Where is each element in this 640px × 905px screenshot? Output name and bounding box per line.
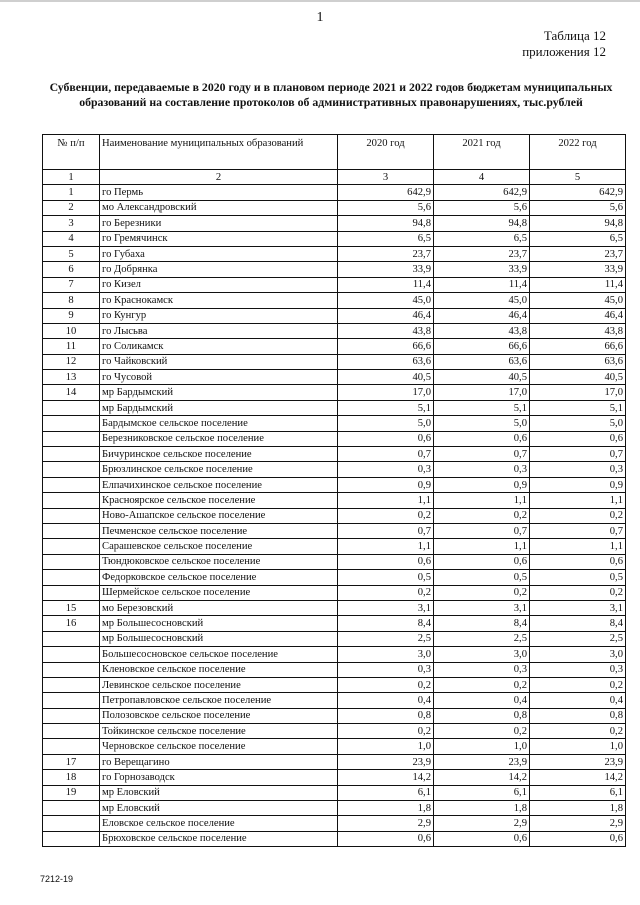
value-2022-cell: 94,8 [530,216,626,231]
municipality-name-cell: Петропавловское сельское поселение [100,693,338,708]
value-2020-cell: 40,5 [338,370,434,385]
municipality-name-cell: Шермейское сельское поселение [100,585,338,600]
table-row [43,185,626,200]
municipality-name-cell: Брюховское сельское поселение [100,831,338,846]
value-2020-cell: 46,4 [338,308,434,323]
table-row [43,739,626,754]
value-2020-cell: 0,2 [338,724,434,739]
row-number-cell [43,801,100,816]
table-row [43,323,626,338]
table-row [43,647,626,662]
row-number-cell [43,677,100,692]
value-2022-cell: 0,3 [530,662,626,677]
municipality-name-cell: Еловское сельское поселение [100,816,338,831]
table-header-row [43,135,626,170]
row-number-cell: 17 [43,754,100,769]
row-number-cell: 12 [43,354,100,369]
value-2021-cell: 1,1 [434,539,530,554]
municipality-name-cell: го Соликамск [100,339,338,354]
value-2022-cell: 6,1 [530,785,626,800]
document-title: Субвенции, передаваемые в 2020 году и в плановом периоде 2021 и 2022 годов бюджетам муниципальных образований на составление протоколов об административных правонарушениях, тыс.рублей [49,80,613,109]
header-num: № п/п [43,135,100,170]
value-2020-cell: 1,8 [338,801,434,816]
value-2022-cell: 14,2 [530,770,626,785]
municipality-name-cell: Березниковское сельское поселение [100,431,338,446]
value-2021-cell: 5,1 [434,400,530,415]
value-2020-cell: 0,3 [338,662,434,677]
value-2020-cell: 66,6 [338,339,434,354]
value-2021-cell: 14,2 [434,770,530,785]
table-row [43,693,626,708]
value-2022-cell: 0,6 [530,831,626,846]
value-2020-cell: 1,0 [338,739,434,754]
value-2021-cell: 0,2 [434,585,530,600]
page-number: 1 [316,10,324,25]
value-2020-cell: 0,3 [338,462,434,477]
value-2020-cell: 23,9 [338,754,434,769]
value-2020-cell: 45,0 [338,293,434,308]
value-2021-cell: 11,4 [434,277,530,292]
table-row [43,770,626,785]
value-2020-cell: 0,6 [338,831,434,846]
value-2020-cell: 0,9 [338,477,434,492]
value-2021-cell: 43,8 [434,323,530,338]
header-name: Наименование муниципальных образований [100,135,338,170]
value-2021-cell: 0,6 [434,431,530,446]
table-row [43,801,626,816]
municipality-name-cell: Полозовское сельское поселение [100,708,338,723]
row-number-cell [43,831,100,846]
value-2022-cell: 5,1 [530,400,626,415]
row-number-cell [43,554,100,569]
row-number-cell: 5 [43,246,100,261]
value-2021-cell: 40,5 [434,370,530,385]
index-cell: 5 [530,170,626,185]
value-2022-cell: 3,0 [530,647,626,662]
value-2020-cell: 0,8 [338,708,434,723]
value-2022-cell: 0,7 [530,447,626,462]
table-row [43,246,626,261]
value-2021-cell: 94,8 [434,216,530,231]
value-2021-cell: 5,6 [434,200,530,215]
row-number-cell: 3 [43,216,100,231]
value-2022-cell: 5,6 [530,200,626,215]
municipality-name-cell: Черновское сельское поселение [100,739,338,754]
value-2022-cell: 45,0 [530,293,626,308]
table-row [43,216,626,231]
municipality-name-cell: го Лысьва [100,323,338,338]
municipality-name-cell: Тойкинское сельское поселение [100,724,338,739]
value-2021-cell: 0,4 [434,693,530,708]
municipality-name-cell: Бардымское сельское поселение [100,416,338,431]
value-2020-cell: 33,9 [338,262,434,277]
value-2022-cell: 23,9 [530,754,626,769]
value-2021-cell: 0,7 [434,447,530,462]
value-2021-cell: 17,0 [434,385,530,400]
table-row [43,370,626,385]
municipality-name-cell: Большесосновское сельское поселение [100,647,338,662]
value-2022-cell: 33,9 [530,262,626,277]
value-2022-cell: 0,7 [530,523,626,538]
value-2021-cell: 63,6 [434,354,530,369]
value-2020-cell: 0,4 [338,693,434,708]
scan-top-edge [0,0,640,2]
value-2020-cell: 5,1 [338,400,434,415]
value-2021-cell: 6,1 [434,785,530,800]
value-2020-cell: 43,8 [338,323,434,338]
table-row [43,585,626,600]
value-2021-cell: 0,5 [434,570,530,585]
row-number-cell [43,447,100,462]
municipality-name-cell: Печменское сельское поселение [100,523,338,538]
row-number-cell [43,539,100,554]
value-2022-cell: 43,8 [530,323,626,338]
municipality-name-cell: мо Березовский [100,600,338,615]
municipality-name-cell: мр Бардымский [100,400,338,415]
row-number-cell [43,477,100,492]
table-row [43,523,626,538]
municipality-name-cell: Кленовское сельское поселение [100,662,338,677]
table-row [43,477,626,492]
municipality-name-cell: Федорковское сельское поселение [100,570,338,585]
value-2021-cell: 2,9 [434,816,530,831]
value-2020-cell: 1,1 [338,493,434,508]
value-2022-cell: 8,4 [530,616,626,631]
table-row [43,400,626,415]
table-row [43,631,626,646]
value-2022-cell: 1,0 [530,739,626,754]
municipality-name-cell: Ново-Ашапское сельское поселение [100,508,338,523]
value-2020-cell: 6,5 [338,231,434,246]
value-2022-cell: 6,5 [530,231,626,246]
value-2022-cell: 1,1 [530,493,626,508]
value-2020-cell: 3,0 [338,647,434,662]
table-row [43,200,626,215]
value-2021-cell: 66,6 [434,339,530,354]
municipality-name-cell: Елпачихинское сельское поселение [100,477,338,492]
value-2020-cell: 5,6 [338,200,434,215]
value-2022-cell: 0,3 [530,462,626,477]
value-2022-cell: 0,8 [530,708,626,723]
municipality-name-cell: мр Еловский [100,801,338,816]
value-2021-cell: 3,0 [434,647,530,662]
value-2020-cell: 0,6 [338,554,434,569]
value-2021-cell: 2,5 [434,631,530,646]
table-row [43,662,626,677]
municipality-name-cell: го Чайковский [100,354,338,369]
value-2022-cell: 0,6 [530,431,626,446]
value-2020-cell: 0,2 [338,585,434,600]
value-2020-cell: 3,1 [338,600,434,615]
value-2021-cell: 46,4 [434,308,530,323]
value-2020-cell: 0,6 [338,431,434,446]
municipality-name-cell: Красноярское сельское поселение [100,493,338,508]
value-2022-cell: 0,4 [530,693,626,708]
value-2021-cell: 0,3 [434,662,530,677]
table-caption [522,28,606,59]
subsidies-table [42,134,626,847]
value-2021-cell: 0,6 [434,554,530,569]
municipality-name-cell: мо Александровский [100,200,338,215]
value-2022-cell: 1,8 [530,801,626,816]
value-2021-cell: 0,2 [434,508,530,523]
table-row [43,677,626,692]
row-number-cell: 15 [43,600,100,615]
row-number-cell [43,570,100,585]
value-2021-cell: 0,7 [434,523,530,538]
row-number-cell [43,508,100,523]
row-number-cell: 6 [43,262,100,277]
value-2020-cell: 14,2 [338,770,434,785]
value-2022-cell: 2,5 [530,631,626,646]
municipality-name-cell: го Краснокамск [100,293,338,308]
value-2021-cell: 0,2 [434,724,530,739]
value-2020-cell: 11,4 [338,277,434,292]
row-number-cell [43,647,100,662]
value-2022-cell: 23,7 [530,246,626,261]
municipality-name-cell: мр Большесосновский [100,631,338,646]
value-2021-cell: 1,8 [434,801,530,816]
row-number-cell: 14 [43,385,100,400]
municipality-name-cell: Левинское сельское поселение [100,677,338,692]
value-2022-cell: 0,2 [530,508,626,523]
table-row [43,262,626,277]
value-2022-cell: 66,6 [530,339,626,354]
row-number-cell [43,816,100,831]
value-2022-cell: 0,6 [530,554,626,569]
municipality-name-cell: Брюзлинское сельское поселение [100,462,338,477]
municipality-name-cell: го Чусовой [100,370,338,385]
value-2021-cell: 0,9 [434,477,530,492]
value-2022-cell: 63,6 [530,354,626,369]
value-2020-cell: 23,7 [338,246,434,261]
row-number-cell: 10 [43,323,100,338]
value-2022-cell: 46,4 [530,308,626,323]
row-number-cell: 2 [43,200,100,215]
value-2020-cell: 5,0 [338,416,434,431]
value-2021-cell: 8,4 [434,616,530,631]
table-row [43,616,626,631]
row-number-cell: 1 [43,185,100,200]
municipality-name-cell: мр Еловский [100,785,338,800]
municipality-name-cell: Бичуринское сельское поселение [100,447,338,462]
row-number-cell: 7 [43,277,100,292]
value-2021-cell: 6,5 [434,231,530,246]
table-row [43,293,626,308]
header-2020: 2020 год [338,135,434,170]
value-2021-cell: 45,0 [434,293,530,308]
value-2020-cell: 2,5 [338,631,434,646]
table-row [43,493,626,508]
municipality-name-cell: го Кизел [100,277,338,292]
row-number-cell: 19 [43,785,100,800]
table-row [43,554,626,569]
value-2021-cell: 0,3 [434,462,530,477]
value-2022-cell: 40,5 [530,370,626,385]
municipality-name-cell: мр Бардымский [100,385,338,400]
municipality-name-cell: го Кунгур [100,308,338,323]
value-2020-cell: 0,2 [338,508,434,523]
row-number-cell: 13 [43,370,100,385]
value-2022-cell: 5,0 [530,416,626,431]
value-2021-cell: 3,1 [434,600,530,615]
table-row [43,785,626,800]
value-2020-cell: 0,7 [338,523,434,538]
value-2021-cell: 0,8 [434,708,530,723]
value-2021-cell: 0,6 [434,831,530,846]
table-row [43,416,626,431]
appendix-label: приложения 12 [522,43,606,59]
row-number-cell: 11 [43,339,100,354]
value-2022-cell: 11,4 [530,277,626,292]
row-number-cell: 8 [43,293,100,308]
row-number-cell [43,739,100,754]
value-2020-cell: 63,6 [338,354,434,369]
value-2021-cell: 33,9 [434,262,530,277]
municipality-name-cell: Сарашевское сельское поселение [100,539,338,554]
value-2022-cell: 17,0 [530,385,626,400]
municipality-name-cell: го Горнозаводск [100,770,338,785]
value-2022-cell: 642,9 [530,185,626,200]
table-row [43,277,626,292]
value-2022-cell: 0,9 [530,477,626,492]
value-2021-cell: 0,2 [434,677,530,692]
municipality-name-cell: го Пермь [100,185,338,200]
index-cell: 4 [434,170,530,185]
value-2020-cell: 94,8 [338,216,434,231]
value-2020-cell: 0,7 [338,447,434,462]
municipality-name-cell: го Губаха [100,246,338,261]
table-row [43,600,626,615]
table-row [43,816,626,831]
row-number-cell: 16 [43,616,100,631]
footer-code: 7212-19 [40,874,74,884]
value-2021-cell: 1,0 [434,739,530,754]
table-row [43,354,626,369]
table-row [43,308,626,323]
column-index-row [43,170,626,185]
header-2021: 2021 год [434,135,530,170]
table-row [43,339,626,354]
table-row [43,539,626,554]
value-2022-cell: 0,2 [530,585,626,600]
municipality-name-cell: го Гремячинск [100,231,338,246]
row-number-cell [43,662,100,677]
row-number-cell [43,585,100,600]
value-2020-cell: 6,1 [338,785,434,800]
value-2020-cell: 1,1 [338,539,434,554]
municipality-name-cell: го Верещагино [100,754,338,769]
table-row [43,570,626,585]
value-2021-cell: 1,1 [434,493,530,508]
table-row [43,431,626,446]
table-row [43,385,626,400]
value-2020-cell: 0,2 [338,677,434,692]
table-row [43,231,626,246]
table-row [43,831,626,846]
value-2020-cell: 8,4 [338,616,434,631]
row-number-cell: 18 [43,770,100,785]
municipality-name-cell: го Добрянка [100,262,338,277]
row-number-cell [43,693,100,708]
value-2020-cell: 0,5 [338,570,434,585]
row-number-cell: 4 [43,231,100,246]
index-cell: 2 [100,170,338,185]
municipality-name-cell: мр Большесосновский [100,616,338,631]
row-number-cell [43,631,100,646]
index-cell: 1 [43,170,100,185]
row-number-cell [43,400,100,415]
value-2022-cell: 0,2 [530,677,626,692]
row-number-cell [43,416,100,431]
table-number-label: Таблица 12 [543,28,606,43]
row-number-cell: 9 [43,308,100,323]
row-number-cell [43,431,100,446]
value-2022-cell: 0,5 [530,570,626,585]
value-2022-cell: 2,9 [530,816,626,831]
table-row [43,462,626,477]
value-2021-cell: 23,7 [434,246,530,261]
table-row [43,447,626,462]
value-2021-cell: 5,0 [434,416,530,431]
row-number-cell [43,724,100,739]
header-2022: 2022 год [530,135,626,170]
value-2022-cell: 0,2 [530,724,626,739]
value-2022-cell: 3,1 [530,600,626,615]
table-row [43,708,626,723]
table-row [43,508,626,523]
value-2022-cell: 1,1 [530,539,626,554]
value-2021-cell: 23,9 [434,754,530,769]
value-2020-cell: 642,9 [338,185,434,200]
row-number-cell [43,493,100,508]
row-number-cell [43,462,100,477]
value-2020-cell: 2,9 [338,816,434,831]
municipality-name-cell: Тюндюковское сельское поселение [100,554,338,569]
table-row [43,754,626,769]
row-number-cell [43,523,100,538]
value-2020-cell: 17,0 [338,385,434,400]
row-number-cell [43,708,100,723]
municipality-name-cell: го Березники [100,216,338,231]
value-2021-cell: 642,9 [434,185,530,200]
index-cell: 3 [338,170,434,185]
table-row [43,724,626,739]
